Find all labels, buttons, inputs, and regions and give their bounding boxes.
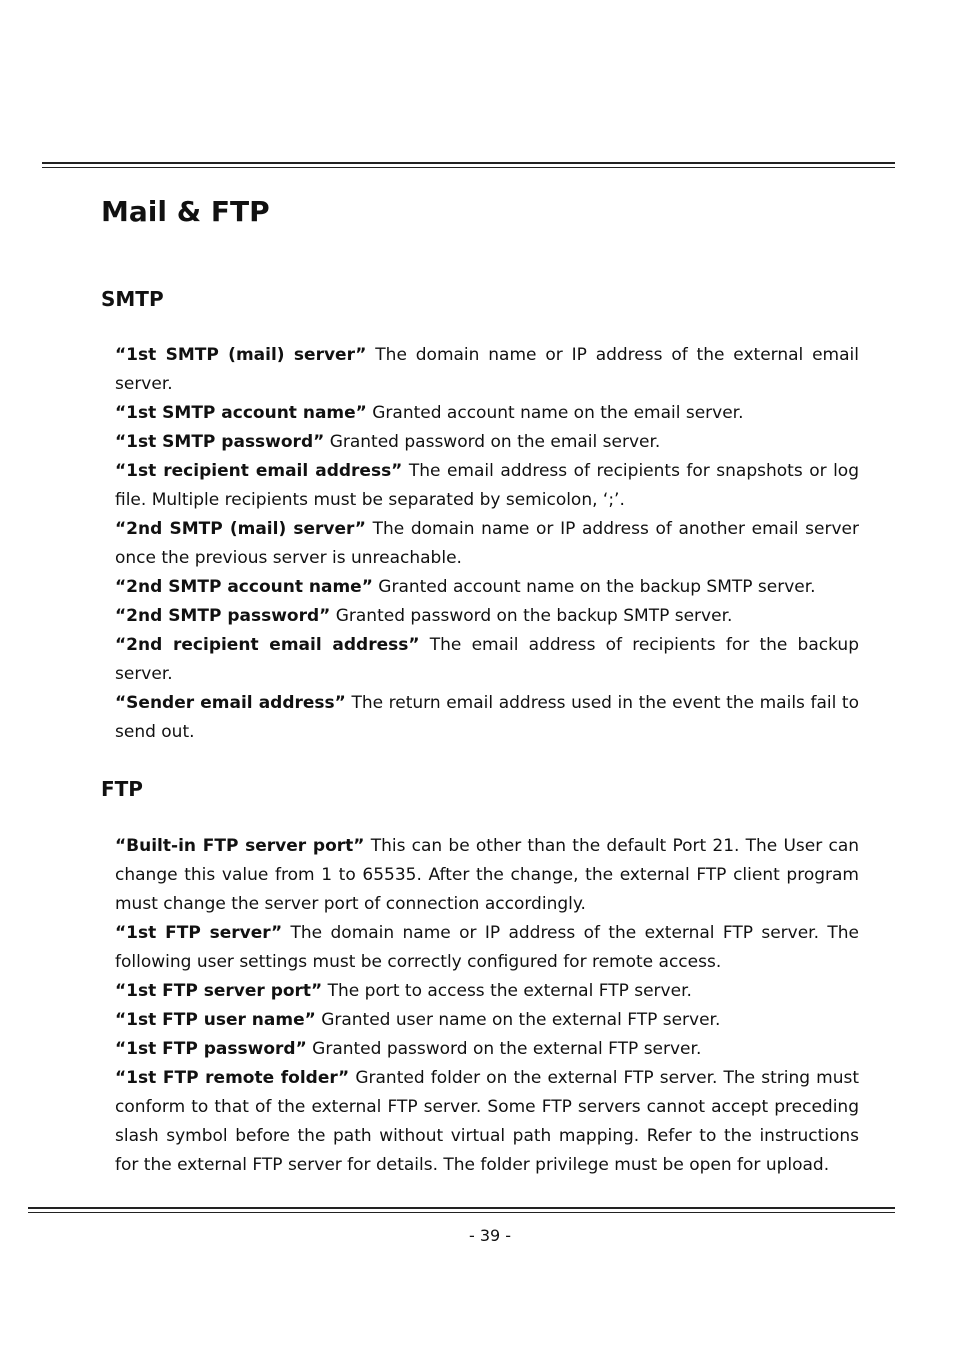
entry-term: “1st FTP server” [115, 923, 283, 943]
entry-description: Granted folder on the external FTP server. The string must conform to that of the external FTP server. Some FTP servers cannot accept preceding slash symbol before the path without virtual path mapping. Refer to the instructions for the external FTP server for details. The folder privilege must be open for upload. [115, 1068, 860, 1175]
ftp-entry [115, 832, 859, 919]
entry-term: “1st FTP remote folder” [115, 1068, 350, 1088]
smtp-entry-list [115, 341, 859, 747]
entry-term: “2nd SMTP account name” [115, 577, 373, 597]
entry-term: “Sender email address” [115, 693, 346, 713]
entry-term: “1st recipient email address” [115, 461, 403, 481]
entry-term: “2nd recipient email address” [115, 635, 420, 655]
footer-rule [28, 1207, 895, 1213]
smtp-entry [115, 428, 859, 457]
ftp-entry [115, 1035, 859, 1064]
entry-description: The domain name or IP address of another email server once the previous server is unreachable. [115, 519, 859, 568]
entry-term: “1st SMTP (mail) server” [115, 345, 367, 365]
page-number: - 39 - [468, 1226, 512, 1245]
entry-term: “Built-in FTP server port” [115, 836, 365, 856]
smtp-entry [115, 457, 859, 515]
entry-term: “2nd SMTP password” [115, 606, 331, 626]
smtp-entry [115, 515, 859, 573]
entry-description: Granted password on the backup SMTP server. [330, 606, 733, 626]
smtp-entry [115, 602, 859, 631]
entry-description: The email address of recipients for the backup server. [115, 635, 859, 684]
section-heading-ftp: FTP [101, 777, 143, 801]
entry-description: This can be other than the default Port 21. The User can change this value from 1 to 65535. After the change, the external FTP client program must change the server port of connection accordingly. [115, 836, 860, 914]
page-title: Mail & FTP [101, 195, 270, 228]
smtp-entry [115, 399, 859, 428]
entry-description: Granted password on the external FTP server. [306, 1039, 702, 1059]
smtp-entry [115, 573, 859, 602]
entry-description: The port to access the external FTP server. [322, 981, 692, 1001]
smtp-entry [115, 341, 859, 399]
entry-description: The domain name or IP address of the external FTP server. The following user settings must be correctly configured for remote access. [115, 923, 859, 972]
entry-term: “1st FTP user name” [115, 1010, 316, 1030]
entry-term: “1st FTP password” [115, 1039, 307, 1059]
entry-term: “1st SMTP account name” [115, 403, 367, 423]
entry-description: Granted user name on the external FTP server. [315, 1010, 721, 1030]
ftp-entry [115, 1064, 859, 1180]
entry-term: “1st SMTP password” [115, 432, 325, 452]
entry-term: “2nd SMTP (mail) server” [115, 519, 366, 539]
entry-description: Granted account name on the backup SMTP server. [372, 577, 816, 597]
entry-term: “1st FTP server port” [115, 981, 323, 1001]
entry-description: The return email address used in the event the mails fail to send out. [115, 693, 860, 742]
smtp-entry [115, 631, 859, 689]
entry-description: The email address of recipients for snapshots or log file. Multiple recipients must be separated by semicolon, ‘;’. [115, 461, 859, 510]
ftp-entry [115, 919, 859, 977]
smtp-entry [115, 689, 859, 747]
ftp-entry-list [115, 832, 859, 1180]
entry-description: Granted account name on the email server. [366, 403, 744, 423]
entry-description: The domain name or IP address of the external email server. [115, 345, 859, 394]
header-rule [42, 162, 895, 168]
section-heading-smtp: SMTP [101, 287, 164, 311]
ftp-entry [115, 977, 859, 1006]
entry-description: Granted password on the email server. [324, 432, 661, 452]
ftp-entry [115, 1006, 859, 1035]
